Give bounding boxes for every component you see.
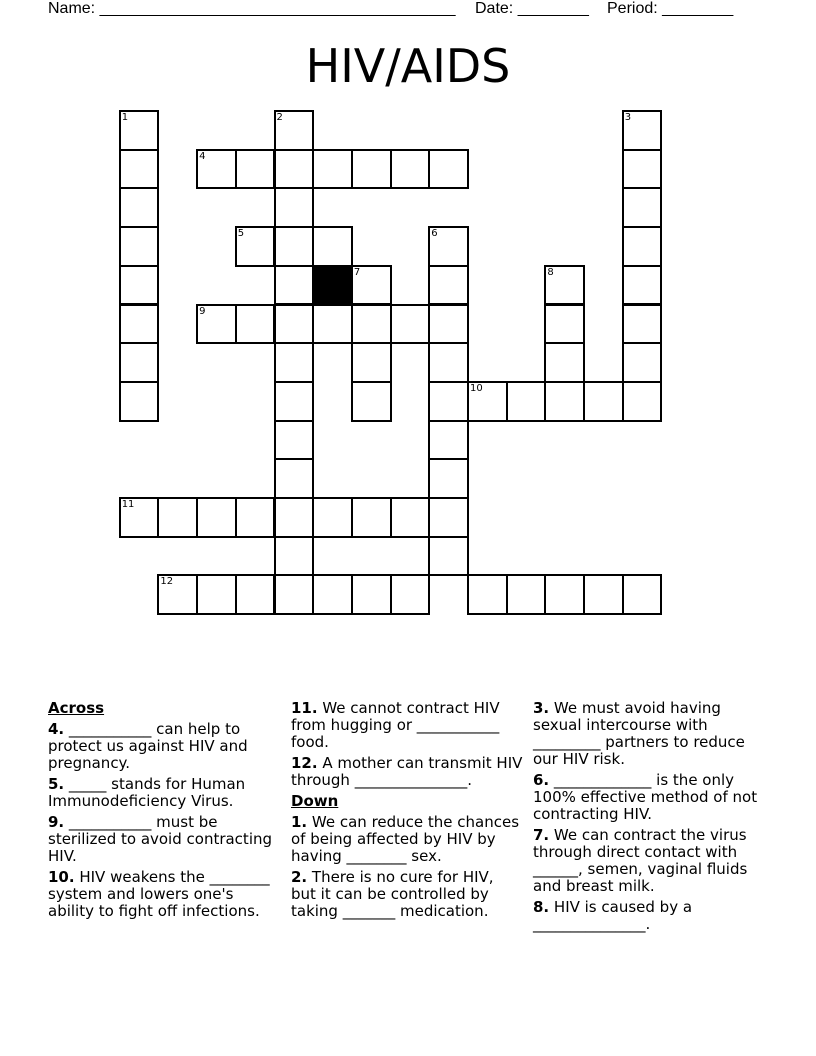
crossword-cell[interactable] bbox=[119, 187, 160, 228]
crossword-cell[interactable] bbox=[390, 574, 431, 615]
crossword-cell[interactable] bbox=[428, 458, 469, 499]
clue-number: 8 bbox=[547, 266, 554, 278]
crossword-cell[interactable] bbox=[583, 574, 624, 615]
crossword-cell[interactable] bbox=[622, 304, 663, 345]
crossword-cell[interactable] bbox=[467, 381, 508, 422]
crossword-cell[interactable] bbox=[196, 497, 237, 538]
crossword-cell[interactable] bbox=[544, 265, 585, 306]
clue-text: We can reduce the chances of being affected by HIV by having ________ sex. bbox=[291, 813, 520, 865]
crossword-cell[interactable] bbox=[274, 226, 315, 267]
clue-text: There is no cure for HIV, but it can be controlled by taking _______ medication. bbox=[291, 868, 494, 920]
crossword-cell[interactable] bbox=[622, 226, 663, 267]
clue-text: _____________ is the only 100% effective method of not contracting HIV. bbox=[533, 771, 758, 823]
crossword-cell[interactable] bbox=[274, 304, 315, 345]
clue-text: We cannot contract HIV from hugging or ___________ food. bbox=[291, 699, 500, 751]
clue-number-label: 12. bbox=[291, 754, 318, 772]
crossword-cell[interactable] bbox=[274, 420, 315, 461]
crossword-cell[interactable] bbox=[351, 342, 392, 383]
across-clue-list-continued bbox=[291, 700, 523, 789]
crossword-cell[interactable] bbox=[274, 574, 315, 615]
crossword-cell[interactable] bbox=[622, 342, 663, 383]
crossword-cell[interactable] bbox=[274, 458, 315, 499]
crossword-cell[interactable] bbox=[274, 497, 315, 538]
clue-item bbox=[291, 755, 523, 789]
crossword-cell[interactable] bbox=[622, 149, 663, 190]
clue-item bbox=[291, 869, 523, 920]
clue-number: 10 bbox=[470, 382, 483, 394]
clue-item bbox=[291, 814, 523, 865]
clues-column-2 bbox=[291, 700, 523, 924]
crossword-cell[interactable] bbox=[196, 304, 237, 345]
clue-number: 11 bbox=[121, 499, 135, 510]
name-field[interactable]: Name: ________________________________________ bbox=[48, 0, 456, 17]
clue-number-label: 11. bbox=[291, 699, 318, 717]
period-field[interactable]: Period: ________ bbox=[607, 0, 734, 17]
crossword-cell[interactable] bbox=[119, 265, 160, 306]
crossword-cell[interactable] bbox=[622, 574, 663, 615]
crossword-cell[interactable] bbox=[622, 265, 663, 306]
across-clue-list bbox=[48, 721, 280, 920]
crossword-cell[interactable] bbox=[235, 149, 276, 190]
crossword-cell[interactable] bbox=[119, 110, 160, 151]
crossword-cell[interactable] bbox=[622, 381, 663, 422]
clue-number-label: 5. bbox=[48, 775, 65, 793]
clue-number: 7 bbox=[353, 266, 361, 278]
crossword-cell[interactable] bbox=[467, 574, 508, 615]
crossword-cell[interactable] bbox=[583, 381, 624, 422]
clue-text: ___________ must be sterilized to avoid contracting HIV. bbox=[48, 813, 273, 865]
clue-number-label: 6. bbox=[533, 771, 550, 789]
clue-number: 5 bbox=[237, 228, 245, 240]
crossword-cell[interactable] bbox=[119, 342, 160, 383]
crossword-cell[interactable] bbox=[428, 304, 469, 345]
crossword-cell[interactable] bbox=[235, 574, 276, 615]
clue-number: 12 bbox=[160, 576, 174, 588]
crossword-cell[interactable] bbox=[119, 304, 160, 345]
crossword-cell[interactable] bbox=[544, 381, 585, 422]
crossword-cell[interactable] bbox=[235, 226, 276, 267]
crossword-cell[interactable] bbox=[428, 536, 469, 577]
crossword-cell[interactable] bbox=[312, 149, 353, 190]
crossword-black-cell bbox=[312, 265, 353, 306]
clue-number-label: 1. bbox=[291, 813, 308, 831]
down-clue-list bbox=[291, 814, 523, 920]
crossword-cell[interactable] bbox=[274, 342, 315, 383]
crossword-cell[interactable] bbox=[312, 304, 353, 345]
page-title: HIV/AIDS bbox=[305, 39, 511, 93]
clue-item bbox=[48, 814, 280, 865]
clue-number-label: 3. bbox=[533, 699, 550, 717]
crossword-cell[interactable] bbox=[544, 574, 585, 615]
crossword-cell[interactable] bbox=[428, 342, 469, 383]
crossword-cell[interactable] bbox=[390, 497, 431, 538]
clues-column-3 bbox=[533, 700, 773, 937]
crossword-cell[interactable] bbox=[390, 304, 431, 345]
clue-number: 6 bbox=[431, 228, 438, 240]
crossword-cell[interactable] bbox=[351, 265, 392, 306]
crossword-cell[interactable] bbox=[274, 536, 315, 577]
crossword-cell[interactable] bbox=[274, 187, 315, 228]
clue-number-label: 10. bbox=[48, 868, 75, 886]
clue-number-label: 8. bbox=[533, 898, 550, 916]
crossword-cell[interactable] bbox=[428, 420, 469, 461]
clue-item bbox=[48, 776, 280, 810]
clue-text: A mother can transmit HIV through _______________. bbox=[291, 754, 523, 789]
crossword-cell[interactable] bbox=[235, 304, 276, 345]
crossword-cell[interactable] bbox=[119, 381, 160, 422]
crossword-cell[interactable] bbox=[544, 342, 585, 383]
crossword-cell[interactable] bbox=[351, 381, 392, 422]
clue-item bbox=[291, 700, 523, 751]
clue-text: HIV is caused by a _______________. bbox=[533, 898, 693, 933]
clue-number-label: 4. bbox=[48, 720, 65, 738]
down-clue-list-continued bbox=[533, 700, 773, 933]
crossword-cell[interactable] bbox=[390, 149, 431, 190]
crossword-cell[interactable] bbox=[622, 110, 663, 151]
clue-item bbox=[533, 899, 773, 933]
clue-number: 9 bbox=[199, 305, 206, 317]
crossword-cell[interactable] bbox=[506, 381, 547, 422]
across-heading: Across bbox=[48, 699, 105, 717]
crossword-cell[interactable] bbox=[274, 381, 315, 422]
clue-text: We must avoid having sexual intercourse with _________ partners to reduce our HIV risk. bbox=[533, 699, 745, 768]
date-field[interactable]: Date: ________ bbox=[475, 0, 589, 17]
crossword-cell[interactable] bbox=[157, 574, 198, 615]
crossword-cell[interactable] bbox=[157, 497, 198, 538]
clue-item bbox=[533, 772, 773, 823]
clue-number: 2 bbox=[276, 112, 283, 123]
clue-number: 4 bbox=[199, 150, 206, 162]
crossword-cell[interactable] bbox=[312, 574, 353, 615]
crossword-cell[interactable] bbox=[235, 497, 276, 538]
crossword-cell[interactable] bbox=[274, 110, 315, 151]
crossword-cell[interactable] bbox=[351, 304, 392, 345]
crossword-cell[interactable] bbox=[428, 381, 469, 422]
crossword-cell[interactable] bbox=[428, 149, 469, 190]
crossword-cell[interactable] bbox=[312, 497, 353, 538]
crossword-cell[interactable] bbox=[119, 226, 160, 267]
clues-column-1 bbox=[48, 700, 280, 924]
clue-text: _____ stands for Human Immunodeficiency Virus. bbox=[48, 775, 246, 810]
clue-text: HIV weakens the ________ system and lowers one's ability to fight off infections. bbox=[48, 868, 270, 920]
clue-number: 1 bbox=[121, 112, 129, 123]
clue-text: We can contract the virus through direct contact with ______, semen, vaginal fluids and breast milk. bbox=[533, 826, 748, 895]
clue-number: 3 bbox=[624, 112, 632, 123]
crossword-cell[interactable] bbox=[351, 149, 392, 190]
clue-number-label: 2. bbox=[291, 868, 308, 886]
clue-text: ___________ can help to protect us against HIV and pregnancy. bbox=[48, 720, 248, 772]
crossword-cell[interactable] bbox=[428, 265, 469, 306]
crossword-cell[interactable] bbox=[119, 149, 160, 190]
crossword-cell[interactable] bbox=[544, 304, 585, 345]
crossword-cell[interactable] bbox=[196, 574, 237, 615]
crossword-cell[interactable] bbox=[622, 187, 663, 228]
crossword-cell[interactable] bbox=[428, 226, 469, 267]
crossword-cell[interactable] bbox=[506, 574, 547, 615]
clue-item bbox=[533, 700, 773, 768]
clue-item bbox=[533, 827, 773, 895]
clue-item bbox=[48, 869, 280, 920]
clue-number-label: 9. bbox=[48, 813, 65, 831]
crossword-cell[interactable] bbox=[428, 497, 469, 538]
clue-number-label: 7. bbox=[533, 826, 550, 844]
crossword-cell[interactable] bbox=[274, 265, 315, 306]
crossword-cell[interactable] bbox=[196, 149, 237, 190]
down-heading: Down bbox=[291, 792, 339, 810]
crossword-cell[interactable] bbox=[351, 574, 392, 615]
crossword-cell[interactable] bbox=[312, 226, 353, 267]
crossword-cell[interactable] bbox=[274, 149, 315, 190]
clue-item bbox=[48, 721, 280, 772]
crossword-cell[interactable] bbox=[119, 497, 160, 538]
crossword-cell[interactable] bbox=[351, 497, 392, 538]
